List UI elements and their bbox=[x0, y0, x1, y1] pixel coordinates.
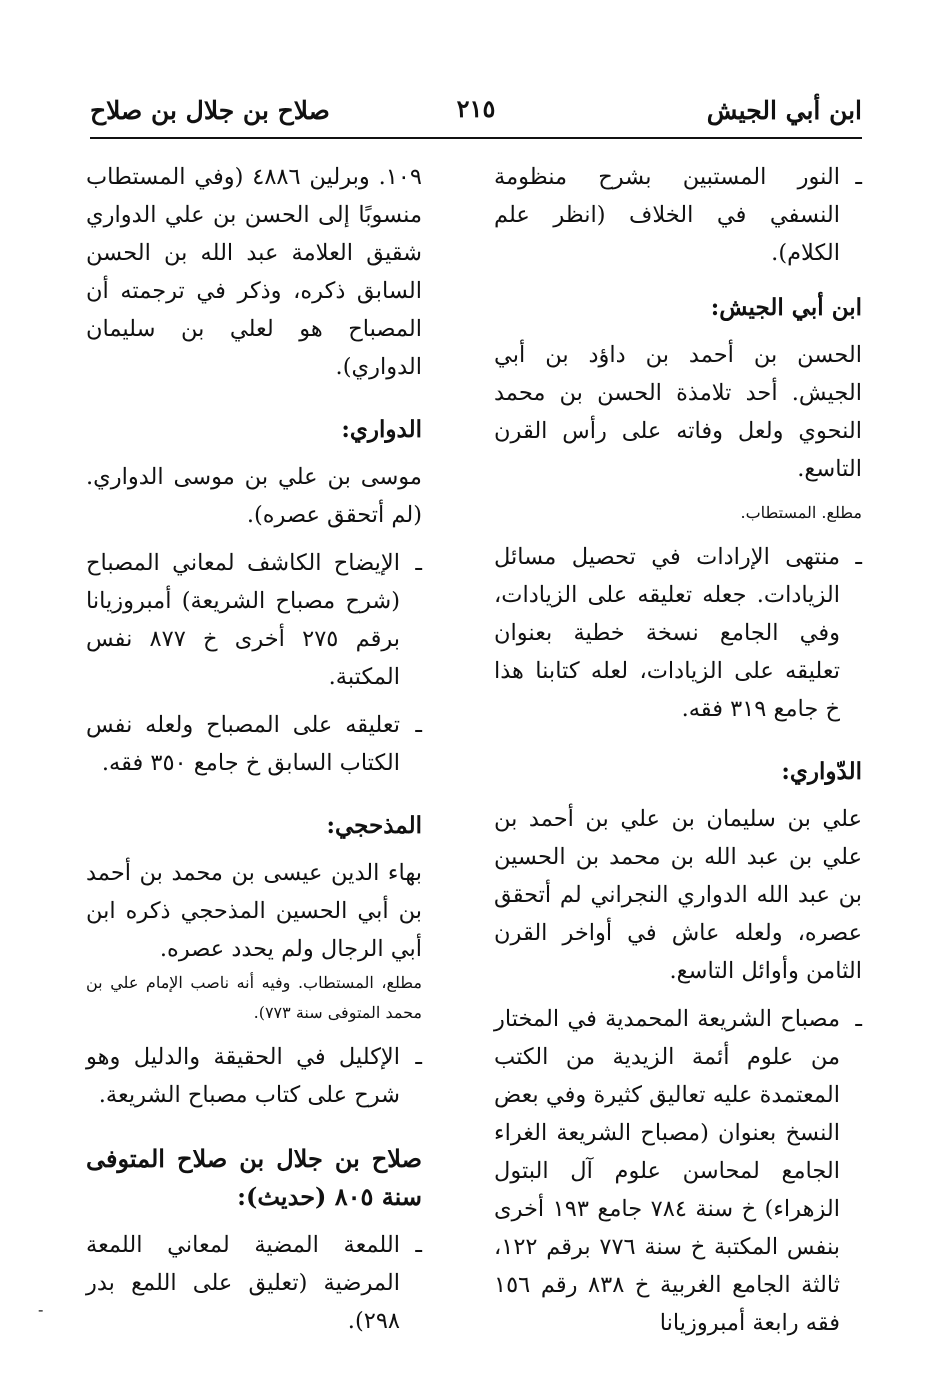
bio-baha-al-din: بهاء الدين عيسى بن محمد بن أحمد بن أبي الحسين المذحجي ذكره ابن أبي الرجال ولم يحدد عصره. bbox=[86, 860, 422, 962]
bio-musa-bin-ali: موسى بن علي بن موسى الدواري. (لم أتحقق عصره). bbox=[86, 464, 422, 528]
entry-al-idah-al-kashif: ـ الإيضاح الكاشف لمعاني المصباح (شرح مصباح الشريعة) أمبروزيانا برقم ٢٧٥ أخرى خ ٨٧٧ نفس المكتبة. bbox=[86, 544, 422, 696]
bio-ali-bin-sulayman: علي بن سليمان بن علي بن أحمد بن علي بن عبد الله بن محمد بن الحسين بن عبد الله الدواري النجراني لم أتحقق عصره، ولعله عاش في أواخر القرن الثامن وأوائل التاسع. bbox=[494, 806, 862, 984]
continued-entry: ١٠٩. وبرلين ٤٨٨٦ (وفي المستطاب منسوبًا إلى الحسن بن علي الدواري شقيق العلامة عبد الله بن الحسن السابق ذكره، وذكر في ترجمته أن المصباح هو لعلي بن سليمان الدواري). bbox=[86, 164, 422, 380]
running-title-right: ابن أبي الجيش bbox=[706, 96, 862, 125]
heading-salah-bin-jalal: صلاح بن جلال بن صلاح المتوفى سنة ٨٠٥ (حديث): bbox=[86, 1144, 422, 1211]
entry-nur-al-mustabin: ـ النور المستبين بشرح منظومة النسفي في الخلاف (انظر علم الكلام). bbox=[494, 158, 862, 272]
page-header bbox=[90, 88, 862, 138]
entry-muntaha-al-iradat: ـ منتهى الإرادات في تحصيل مسائل الزيادات. جعله تعليقه على الزيادات، وفي الجامع نسخة خطية بعنوان تعليقه على الزيادات، لعله كتابنا هذا خ جامع ٣١٩ فقه. bbox=[494, 538, 862, 728]
source-note-2: مطلع، المستطاب. وفيه أنه ناصب الإمام علي بن محمد المتوفى سنة ٧٧٣). bbox=[86, 973, 422, 1022]
entry-al-iklil: ـ الإكليل في الحقيقة والدليل وهو شرح على كتاب مصباح الشريعة. bbox=[86, 1038, 422, 1114]
heading-al-madhhiji: المذحجي: bbox=[326, 812, 422, 839]
heading-ibn-abi-al-jaysh: ابن أبي الجيش: bbox=[710, 294, 862, 321]
page-number: ٢١٥ bbox=[456, 94, 496, 123]
heading-al-dawari-2: الدواري: bbox=[341, 416, 422, 443]
heading-al-dawari: الدّواري: bbox=[781, 758, 862, 785]
left-column bbox=[86, 158, 422, 1340]
entry-taliqah-ala-al-misbah: ـ تعليقه على المصباح ولعله نفس الكتاب السابق خ جامع ٣٥٠ فقه. bbox=[86, 706, 422, 782]
margin-mark: - bbox=[38, 1300, 44, 1319]
entry-misbah-al-shariah: ـ مصباح الشريعة المحمدية في المختار من علوم أئمة الزيدية من الكتب المعتمدة عليه تعاليق كثيرة وفي بعض النسخ بعنوان (مصباح الشريعة الغراء الجامع لمحاسن علوم آل البتول الزهراء) خ سنة ٧٨٤ جامع ١٩٣ أخرى بنفس المكتبة خ سنة ٧٧٦ برقم ١٢٢، ثالثة الجامع الغربية خ ٨٣٨ رقم ١٥٦ فقه رابعة أمبروزيانا bbox=[494, 1000, 862, 1342]
right-column bbox=[494, 158, 862, 1342]
source-note: مطلع. المستطاب. bbox=[740, 503, 862, 522]
bio-ibn-abi-al-jaysh: الحسن بن أحمد بن داؤد بن أبي الجيش. أحد تلامذة الحسن بن محمد النحوي ولعل وفاته على رأس القرن التاسع. bbox=[494, 342, 862, 482]
entry-al-lumah-al-mudiyah: ـ اللمعة المضية لمعاني اللمعة المرضية (تعليق على اللمع بدر ٢٩٨). bbox=[86, 1226, 422, 1340]
header-rule bbox=[90, 137, 862, 139]
running-title-left: صلاح بن جلال بن صلاح bbox=[90, 96, 330, 125]
